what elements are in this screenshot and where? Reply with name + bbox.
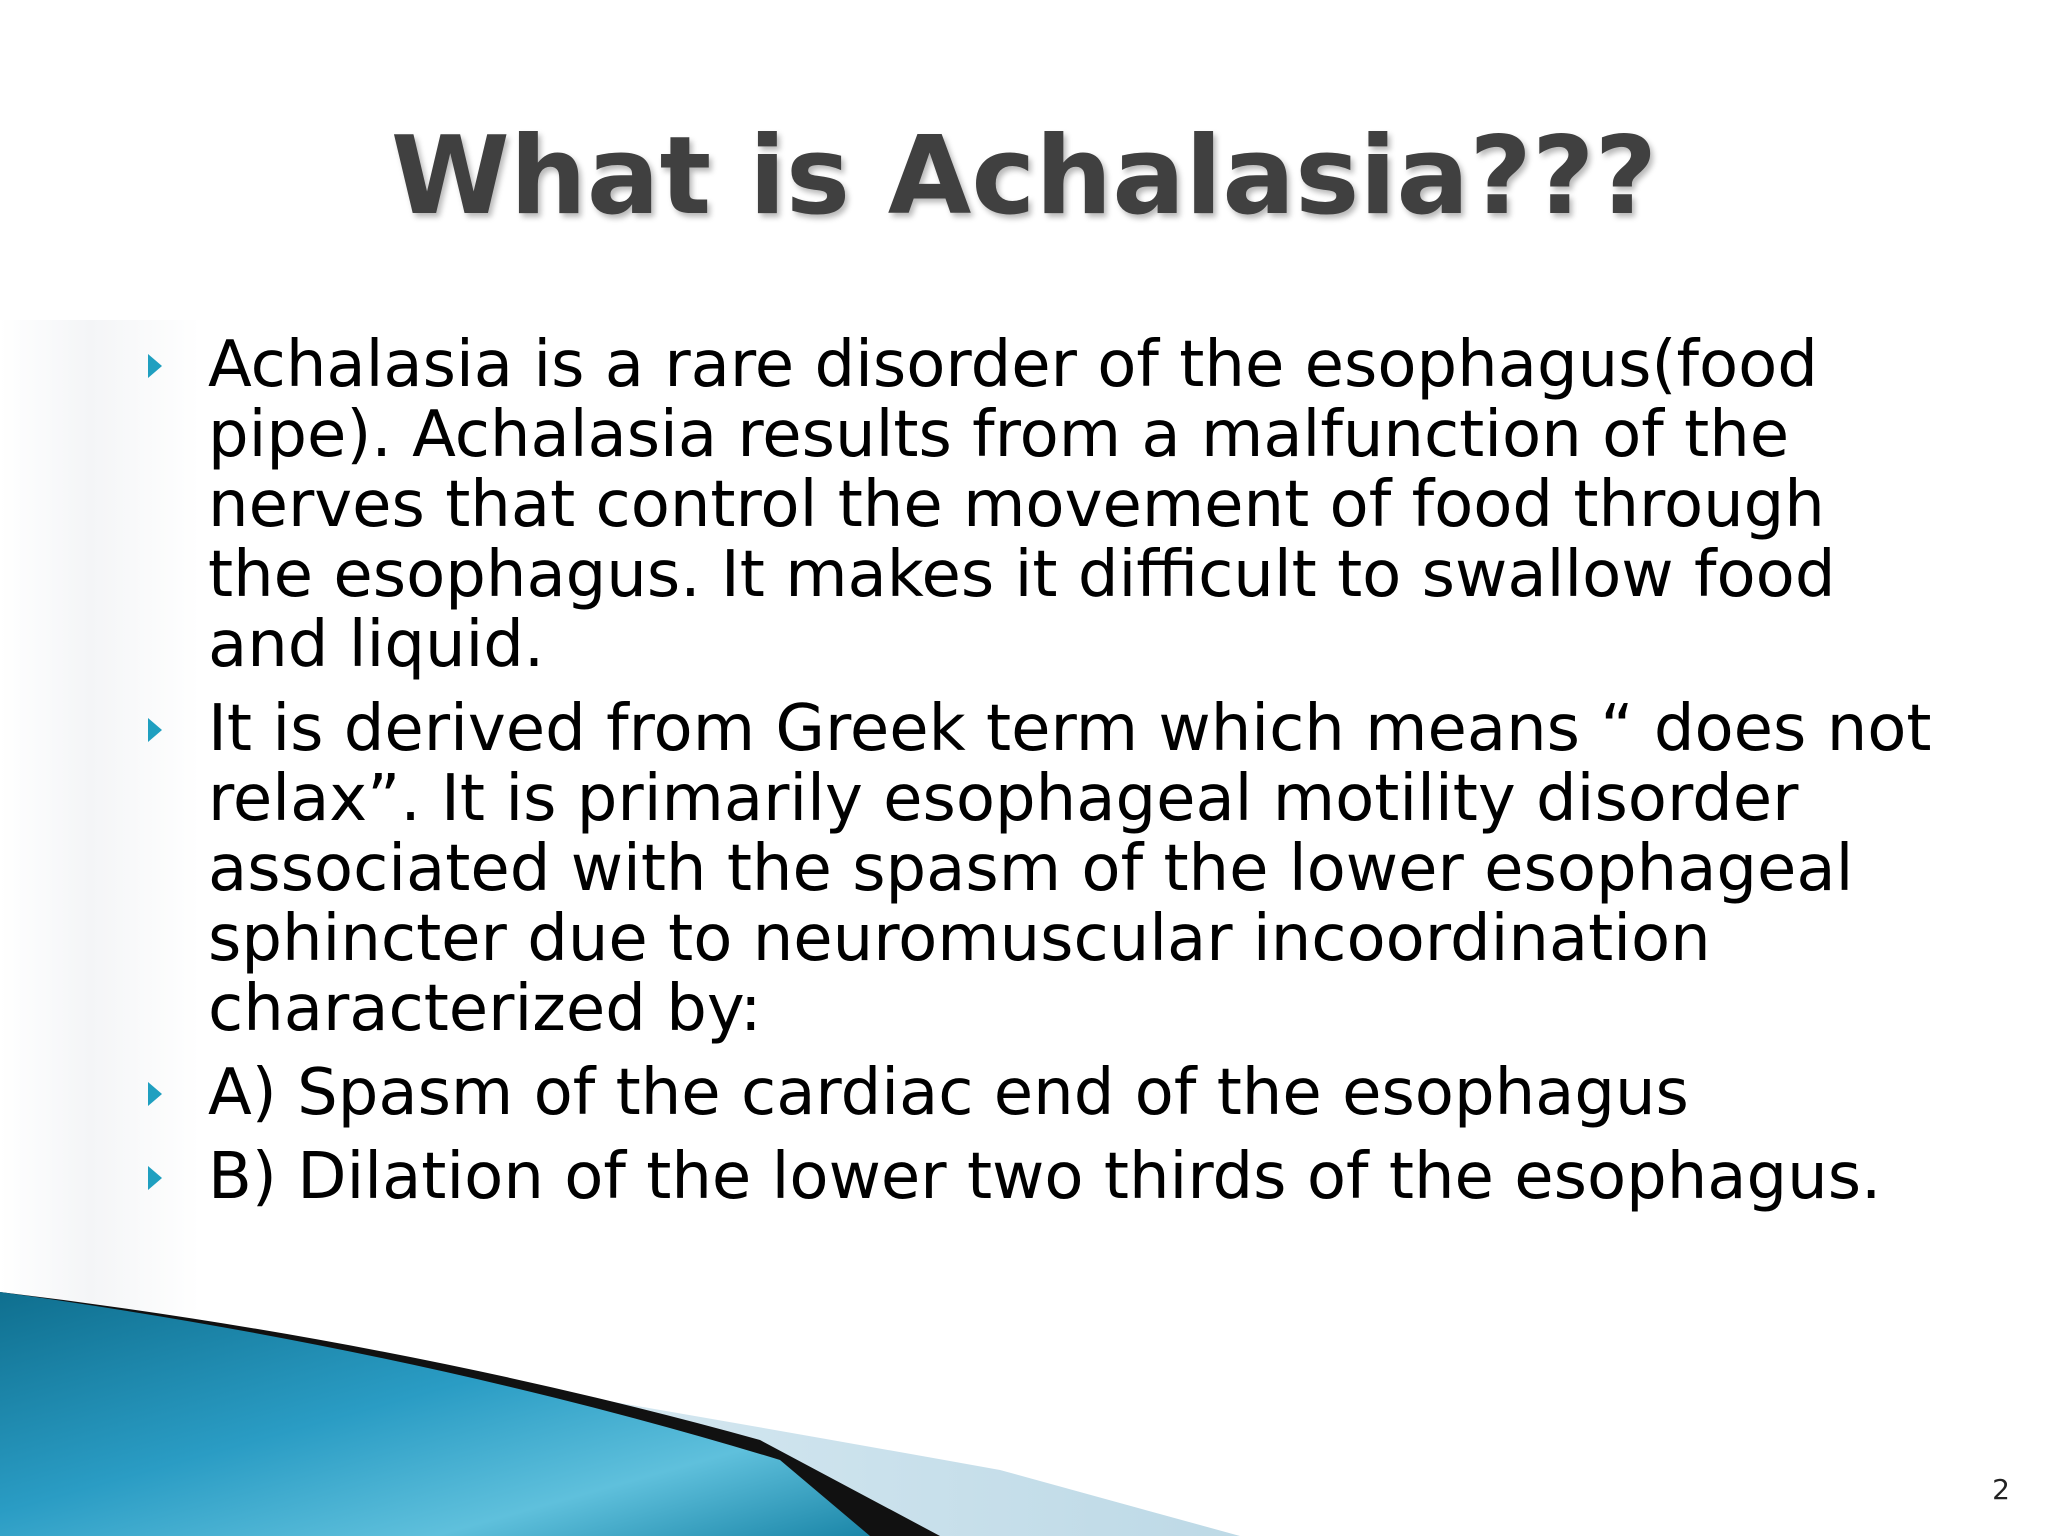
bullet-text: B) Dilation of the lower two thirds of the esophagus. (208, 1140, 1882, 1214)
page-number: 2 (1992, 1473, 2010, 1506)
slide-title: What is Achalasia??? (390, 114, 1658, 239)
wave-teal-shape (0, 1292, 870, 1536)
bullet-text: A) Spasm of the cardiac end of the esophagus (208, 1056, 1689, 1130)
bullet-text: It is derived from Greek term which means “ does not relax”. It is primarily esophageal motility disorder associated with the spasm of the lower esophageal sphincter due to neuromuscular incoordination characterized by: (208, 692, 1932, 1046)
bullet-text: Achalasia is a rare disorder of the esophagus(food pipe). Achalasia results from a malfunction of the nerves that control the movement of food through the esophagus. It makes it difficult to swallow food and liquid. (208, 328, 1836, 682)
